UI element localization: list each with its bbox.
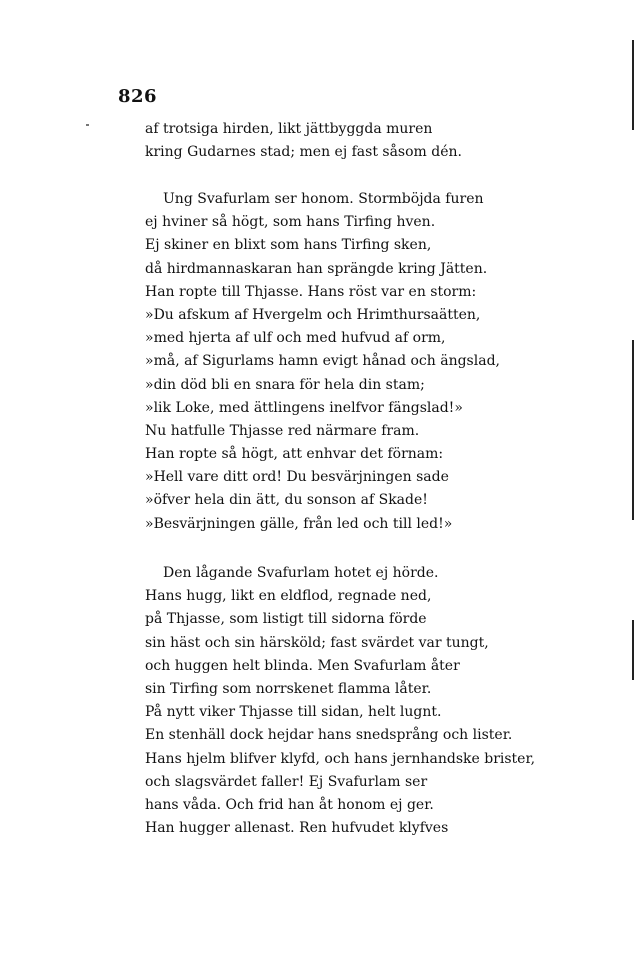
verse-line: »lik Loke, med ättlingens inelfvor fängslad!»: [145, 399, 463, 416]
verse-line: Nu hatfulle Thjasse red närmare fram.: [145, 422, 420, 439]
verse-line: »Hell vare ditt ord! Du besvärjningen sade: [145, 469, 449, 486]
stanza-1: [145, 118, 462, 164]
scan-speck: [86, 124, 89, 126]
scan-edge-mark: [632, 40, 634, 130]
stanza-2: [145, 188, 500, 536]
verse-line: »din död bli en snara för hela din stam;: [145, 376, 425, 393]
verse-line: Ung Svafurlam ser honom. Stormböjda furen: [163, 191, 484, 207]
verse-line: Ej skiner en blixt som hans Tirfing sken,: [145, 237, 432, 254]
scan-edge-mark: [632, 340, 634, 520]
page-number: 826: [118, 86, 158, 107]
verse-line: Hans hjelm blifver klyfd, och hans jernhandske brister,: [145, 750, 536, 767]
verse-line: af trotsiga hirden, likt jättbyggda muren: [145, 121, 433, 137]
verse-line: Han ropte till Thjasse. Hans röst var en storm:: [145, 283, 477, 300]
verse-line: »öfver hela din ätt, du sonson af Skade!: [145, 492, 428, 509]
verse-line: hans våda. Och frid han åt honom ej ger.: [145, 796, 434, 813]
verse-line: sin Tirfing som norrskenet flamma låter.: [145, 680, 432, 697]
verse-line: och slagsvärdet faller! Ej Svafurlam ser: [145, 773, 428, 790]
verse-line: En stenhäll dock hejdar hans snedsprång och lister.: [145, 727, 513, 744]
verse-line: »Du afskum af Hvergelm och Hrimthursaätten,: [145, 306, 481, 323]
verse-line: på Thjasse, som listigt till sidorna förde: [145, 611, 427, 628]
verse-line: ej hviner så högt, som hans Tirfing hven.: [145, 214, 436, 231]
verse-line: sin häst och sin härsköld; fast svärdet var tungt,: [145, 634, 489, 651]
verse-line: kring Gudarnes stad; men ej fast såsom dén.: [145, 144, 462, 161]
verse-line: »må, af Sigurlams hamn evigt hånad och ängslad,: [145, 353, 500, 370]
verse-line: »med hjerta af ulf och med hufvud af orm,: [145, 330, 446, 347]
verse-line: Han ropte så högt, att enhvar det förnam:: [145, 446, 444, 463]
verse-line: »Besvärjningen gälle, från led och till led!»: [145, 515, 453, 532]
verse-line: Den lågande Svafurlam hotet ej hörde.: [163, 565, 439, 581]
verse-line: På nytt viker Thjasse till sidan, helt lugnt.: [145, 704, 442, 721]
verse-line: Hans hugg, likt en eldflod, regnade ned,: [145, 588, 432, 605]
verse-line: och huggen helt blinda. Men Svafurlam åter: [145, 657, 460, 674]
verse-line: Han hugger allenast. Ren hufvudet klyfves: [145, 820, 449, 837]
stanza-3: [145, 562, 535, 840]
scan-edge-mark: [632, 620, 634, 680]
verse-line: då hirdmannaskaran han sprängde kring Jätten.: [145, 260, 488, 277]
